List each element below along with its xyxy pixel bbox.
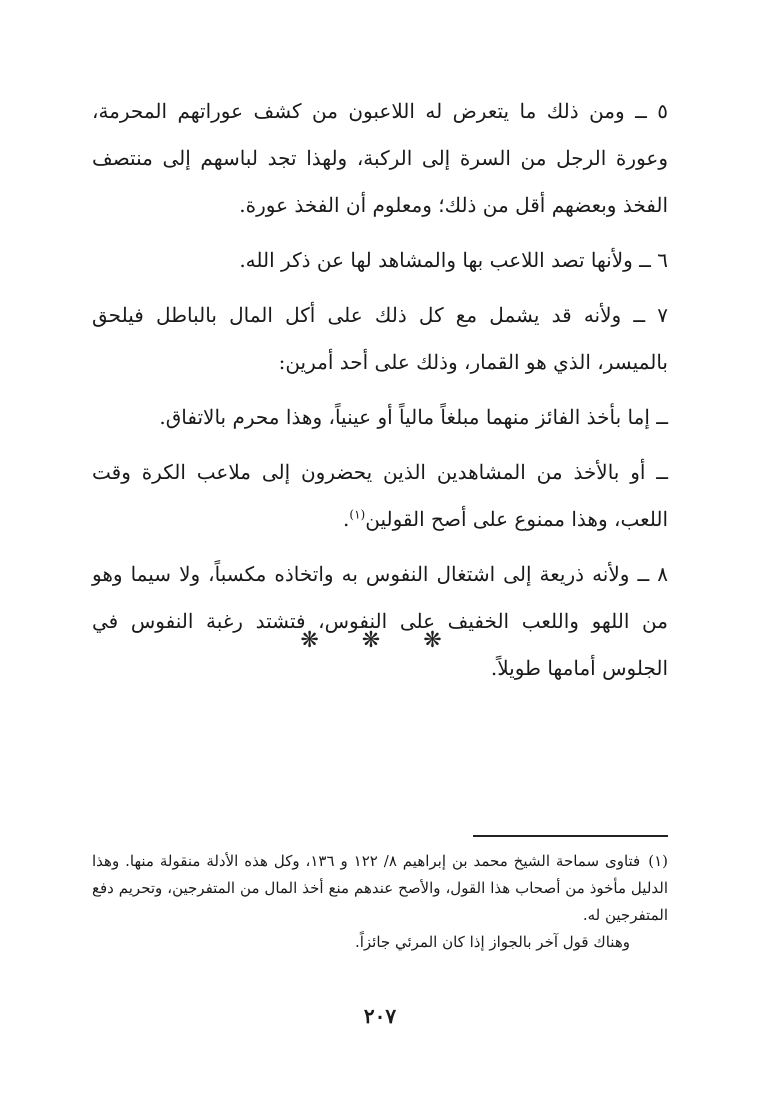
paragraph-7-first-case: ــ إما بأخذ الفائز منهما مبلغاً مالياً أو عينياً، وهذا محرم بالاتفاق. [159, 405, 668, 429]
footnote-reference[interactable]: (١) [349, 507, 366, 522]
paragraph-7-second-case [92, 449, 668, 543]
footnote-divider [473, 835, 668, 837]
footnote-number: (١) [648, 852, 669, 870]
footnote-1 [92, 848, 668, 929]
footnote-1-continuation: وهناك قول آخر بالجواز إذا كان المرئي جائزاً. [354, 933, 630, 951]
paragraph-6: ٦ ــ ولأنها تصد اللاعب بها والمشاهد لها عن ذكر الله. [239, 248, 668, 272]
main-text [92, 88, 668, 692]
paragraph-5: ٥ ــ ومن ذلك ما يتعرض له اللاعبون من كشف عوراتهم المحرمة، وعورة الرجل من السرة إلى الركبة، ولهذا تجد لباسهم إلى منتصف الفخذ وبعضهم أقل من ذلك؛ ومعلوم أن الفخذ عورة. [92, 99, 668, 217]
footnotes [92, 848, 668, 956]
page-number: ٢٠٧ [363, 1004, 397, 1028]
paragraph-8: ٨ ــ ولأنه ذريعة إلى اشتغال النفوس به واتخاذه مكسباً، ولا سيما وهو من اللهو واللعب الخفيف على النفوس، فتشتد رغبة النفوس في الجلوس أمامها طويلاً. [92, 562, 668, 680]
section-separator: ❋ ❋ ❋ [300, 628, 460, 653]
footnote-1-text: فتاوى سماحة الشيخ محمد بن إبراهيم ٨/ ١٢٢ و ١٣٦، وكل هذه الأدلة منقولة منها. وهذا الدليل مأخوذ من أصحاب هذا القول، والأصح عندهم منع أخذ المال من المتفرجين، وتحريم دفع المتفرجين له. [92, 852, 668, 924]
paragraph-7-second-case-end: . [343, 507, 350, 531]
paragraph-7: ٧ ــ ولأنه قد يشمل مع كل ذلك على أكل المال بالباطل فيلحق بالميسر، الذي هو القمار، وذلك على أحد أمرين: [92, 303, 668, 374]
paragraph-7-second-case-text: ــ أو بالأخذ من المشاهدين الذين يحضرون إلى ملاعب الكرة وقت اللعب، وهذا ممنوع على أصح القولين [92, 460, 668, 531]
